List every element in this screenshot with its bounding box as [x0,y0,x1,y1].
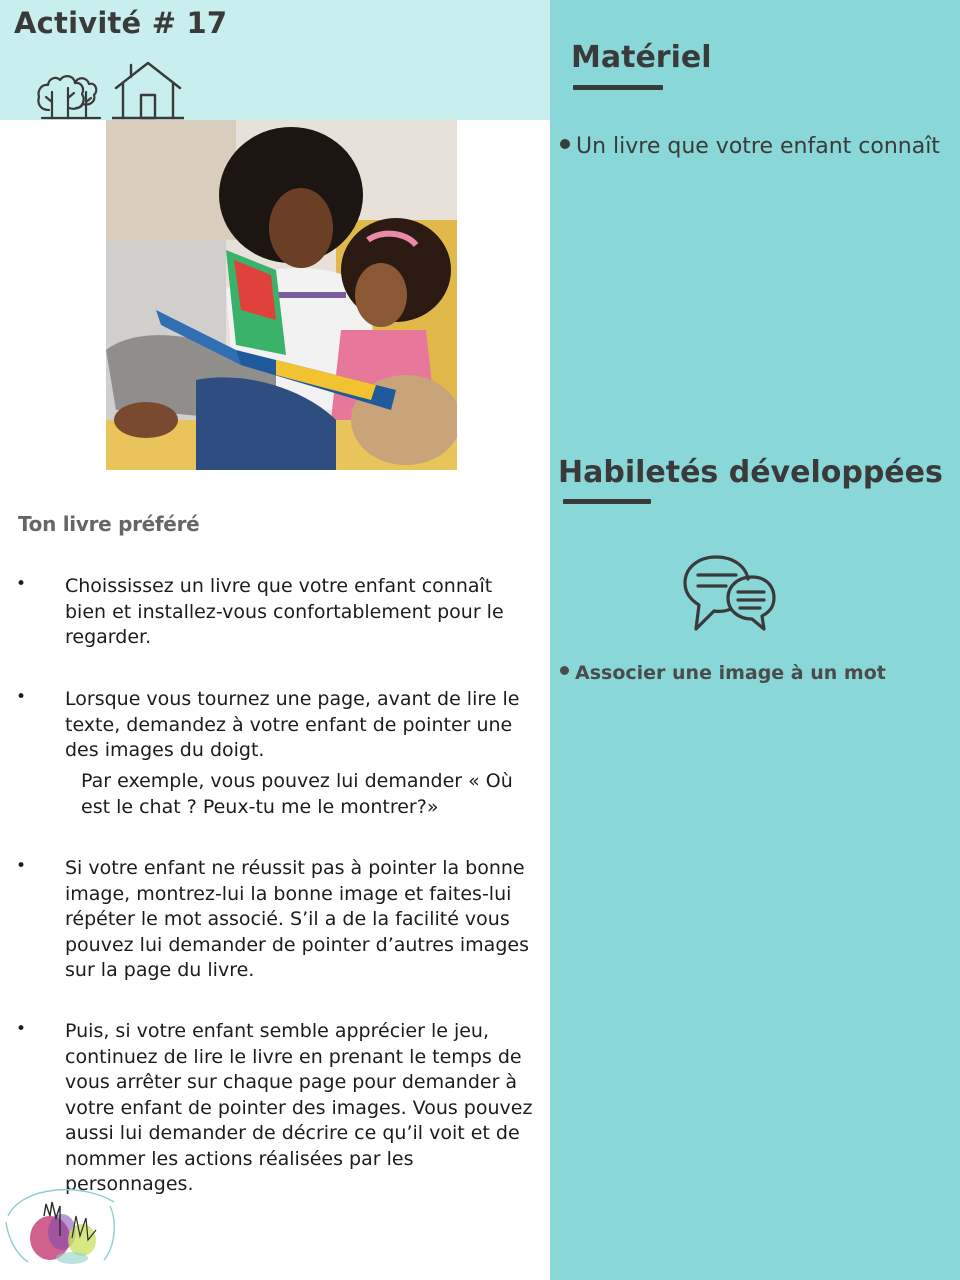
step-example: Par exemple, vous pouvez lui demander « Où est le chat ? Peux-tu me le montrer?» [81,770,513,818]
bullet-dot [560,139,570,149]
activity-section-title: Ton livre préféré [18,512,200,536]
materiel-underline [573,85,663,90]
bullet-dot [560,666,569,675]
step-text: Puis, si votre enfant semble apprécier le jeu, continuez de lire le livre en prenant le temps de vous arrêter sur chaque page pour demander à votre enfant de pointer des images. Vous pouvez aussi lui demander de décrire ce qu’il voit et de nommer les actions réalisées par les personnages. [65,1020,533,1195]
header-band [0,0,550,120]
right-panel [550,0,960,1280]
materiel-item [560,134,940,159]
materiel-item-text: Un livre que votre enfant connaît [576,134,940,159]
photo-illustration [106,120,457,470]
house-icon [112,60,184,120]
step-bullet: • [16,856,27,876]
step-bullet: • [16,574,27,594]
habiletes-item-text: Associer une image à un mot [575,662,886,684]
habiletes-heading: Habiletés développées [558,455,943,490]
step-text: Choississez un livre que votre enfant connaît bien et installez-vous confortablement pour le regarder. [65,575,504,648]
step-bullet: • [16,687,27,707]
habiletes-underline [563,499,651,504]
speech-bubbles-icon [682,553,778,633]
step-text: Si votre enfant ne réussit pas à pointer la bonne image, montrez-lui la bonne image et faites-lui répéter le mot associé. S’il a de la facilité vous pouvez lui demander de pointer d’autres images sur la page du livre. [65,857,529,981]
mother-child-reading-photo [106,120,457,470]
materiel-heading: Matériel [571,40,712,75]
step-text: Lorsque vous tournez une page, avant de lire le texte, demandez à votre enfant de pointer une des images du doigt. [65,688,520,761]
trees-icon [36,62,106,120]
parents-engages-logo [2,1176,122,1272]
habiletes-item [560,662,886,684]
step-bullet: • [16,1019,27,1039]
activity-title: Activité # 17 [14,6,228,40]
